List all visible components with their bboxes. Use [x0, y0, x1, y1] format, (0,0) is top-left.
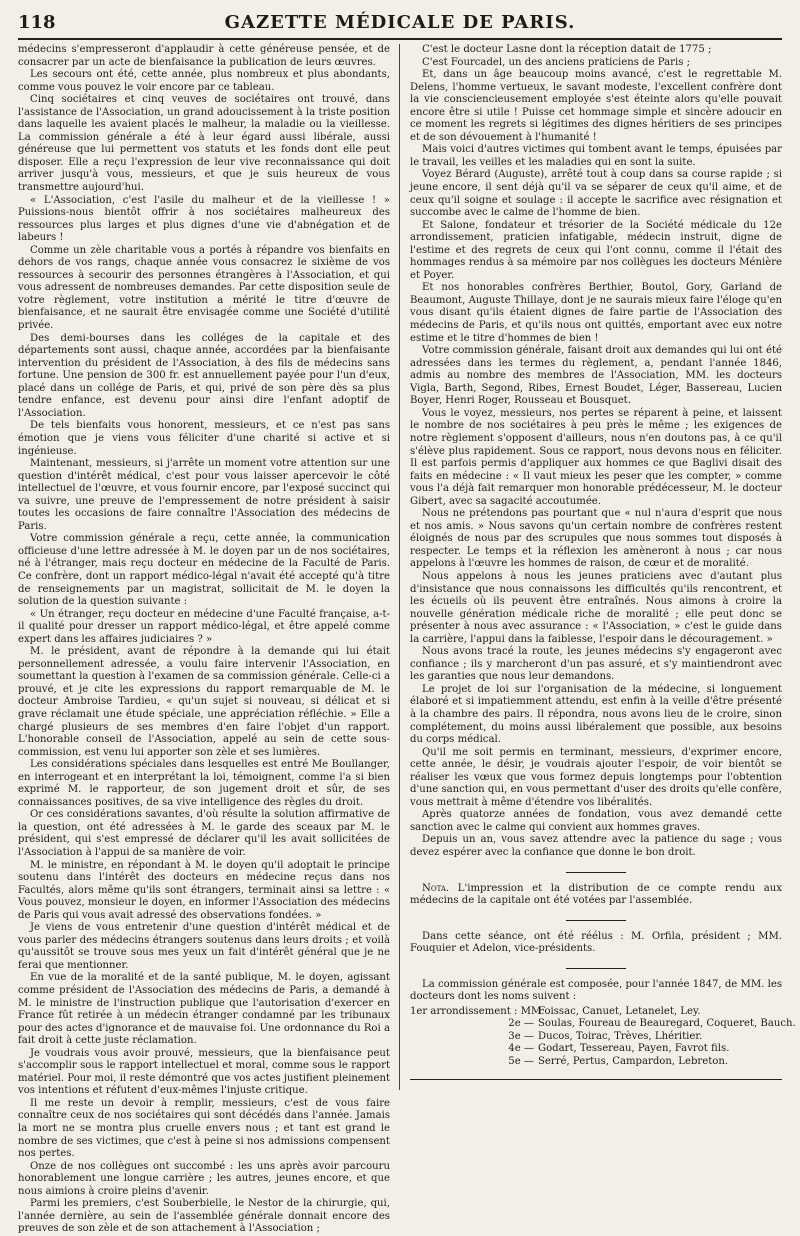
paragraph: Parmi les premiers, c'est Souberbielle, le Nestor de la chirurgie, qui, l'année dernière, au sein de l'assemblée générale donnait encore des preuves de son zèle et de son attachement à l'Association ;	[18, 1198, 390, 1235]
paragraph: Qu'il me soit permis en terminant, messieurs, d'exprimer encore, cette année, le désir, je voudrais ajouter l'espoir, de voir bientôt se réaliser les vœux que vous formez depuis longtemps pour l'obtention d'une sanction qui, en vous permettant d'user des droits qu'elle confère, vous mettrait à même d'étendre vos libéralités.	[410, 746, 782, 808]
paragraph: Voyez Bérard (Auguste), arrêté tout à coup dans sa course rapide ; si jeune encore, il sent déjà qu'il va se séparer de ceux qu'il aime, et de ceux qu'il soigne et soulage : il accepte le sacrifice avec résignation et succombe avec le calme de l'homme de bien.	[410, 169, 782, 219]
paragraph: Onze de nos collègues ont succombé : les uns après avoir parcouru honorablement une longue carrière ; les autres, jeunes encore, et que nous aimions à croire pleins d'avenir.	[18, 1160, 390, 1197]
paragraph: En vue de la moralité et de la santé publique, M. le doyen, agissant comme président de l'Association des médecins de Paris, a demandé à M. le ministre de l'instruction publique que l'autorisation d'exercer en France fût retirée à un médecin étranger condamné par les tribunaux pour des actes d'ignorance et de mauvaise foi. Une ordonnance du Roi a fait droit à cette juste réclamation.	[18, 972, 390, 1047]
header-rule	[18, 38, 782, 40]
paragraph: Les secours ont été, cette année, plus nombreux et plus abondants, comme vous pouvez le voir encore par ce tableau.	[18, 69, 390, 93]
paragraph: Mais voici d'autres victimes qui tombent avant le temps, épuisées par le travail, les veilles et les maladies qui en sont la suite.	[410, 144, 782, 168]
paragraph: Or ces considérations savantes, d'où résulte la solution affirmative de la question, ont été adressées à M. le garde des sceaux par M. le président, qui s'est empressé de déclarer qu'il les avait sollicitées de l'Association à l'appui de sa manière de voir.	[18, 809, 390, 858]
paragraph: Cinq sociétaires et cinq veuves de sociétaires ont trouvé, dans l'assistance de l'Association, un grand adoucissement à la triste position dans laquelle les avaient placés le malheur, la maladie ou la vieillesse. La commission générale a été à leur égard aussi libérale, aussi généreuse que lui permettent vos statuts et les fonds dont elle peut disposer. Elle a reçu l'expression de leur vive reconnaissance qui doit arriver jusqu'à vous, messieurs, et que je suis heureux de vous transmettre aujourd'hui.	[18, 94, 390, 194]
arrondissement-names: Ducos, Toirac, Trèves, Lhéritier.	[538, 1030, 703, 1042]
note-paragraph	[410, 883, 782, 908]
paragraph: M. le ministre, en répondant à M. le doyen qu'il adoptait le principe soutenu dans l'intérêt des docteurs en médecine reçus dans nos Facultés, alors même qu'ils sont étrangers, terminait ainsi sa lettre : « Vous pouvez, monsieur le doyen, en informer l'Association des médecins de Paris qui vous avait adressé des observations fondées. »	[18, 859, 390, 921]
paragraph: médecins s'empresseront d'applaudir à cette généreuse pensée, et de consacrer par un acte de bienfaisance la publication de leurs œuvres.	[18, 44, 390, 68]
paragraph: Après quatorze années de fondation, vous avez demandé cette sanction avec le calme qui convient aux hommes graves.	[410, 809, 782, 833]
arrondissement-number: 3e —	[508, 1030, 534, 1042]
paragraph: M. le président, avant de répondre à la demande qui lui était personnellement adressée, a voulu faire intervenir l'Association, en soumettant la question à l'examen de sa commission générale. Celle-ci a prouvé, et je cite les expressions du rapport remarquable de M. le docteur Ambroise Tardieu, « qu'un sujet si nouveau, si délicat et si grave réclamait une étude spéciale, une appréciation réfléchie. » Elle a chargé plusieurs de ses membres d'en faire l'objet d'un rapport. L'honorable conseil de l'Association, appelé au sein de cette sous-commission, est venu lui apporter son zèle et ses lumières.	[18, 646, 390, 758]
section-rule	[566, 968, 626, 969]
arrondissement-row	[410, 1043, 782, 1056]
section-rule	[566, 920, 626, 921]
arrondissement-list	[410, 1005, 796, 1069]
arrondissement-number: 1er arrondissement : MM.	[410, 1005, 545, 1017]
page-header	[18, 12, 782, 38]
paragraph: Nous avons tracé la route, les jeunes médecins s'y engageront avec confiance ; ils y marcheront d'un pas assuré, et s'y maintiendront avec les garanties que nous leur demandons.	[410, 646, 782, 683]
page-number: 118	[18, 12, 56, 33]
paragraph: Votre commission générale a reçu, cette année, la communication officieuse d'une lettre adressée à M. le doyen par un de nos sociétaires, né à l'étranger, mais reçu docteur en médecine de la Faculté de Paris. Ce confrère, dont un rapport médico-légal n'avait été accepté qu'à titre de renseignements par un magistrat, sollicitait de M. le doyen la solution de la question suivante :	[18, 533, 390, 608]
paragraph: C'est Fourcadel, un des anciens praticiens de Paris ;	[422, 56, 690, 68]
paragraph: Comme un zèle charitable vous a portés à répandre vos bienfaits en dehors de vos rangs, chaque année vous consacrez le sixième de vos ressources à secourir des personnes étrangères à l'Association, et qui vous adressent de nombreuses demandes. Par cette disposition seule de votre règlement, votre institution a mérité le titre d'œuvre de bienfaisance, et ne saurait être envisagée comme une Société d'utilité privée.	[18, 244, 390, 332]
paragraph: « L'Association, c'est l'asile du malheur et de la vieillesse ! » Puissions-nous bientôt offrir à nos sociétaires malheureux des ressources plus larges et plus dignes d'une vie d'abnégation et de labeurs !	[18, 194, 390, 244]
arrondissement-row	[410, 1031, 782, 1044]
paragraph: Je viens de vous entretenir d'une question d'intérêt médical et de vous parler des médecins étrangers soutenus dans leurs droits ; et voilà qu'aussitôt se trouve sous mes yeux un fait d'intérêt général que je ne ferai que mentionner.	[18, 922, 390, 971]
paragraph: Nous appelons à nous les jeunes praticiens avec d'autant plus d'insistance que nous connaissons les difficultés qu'ils rencontrent, et les écueils où ils peuvent être entraînés. Nous aimons à croire la nouvelle génération médicale riche de moralité ; elle peut donc se présenter à nous avec assurance : « l'Association, » c'est le guide dans la carrière, l'appui dans la faiblesse, l'espoir dans le découragement. »	[410, 570, 782, 645]
paragraph: Et Salone, fondateur et trésorier de la Société médicale du 12e arrondissement, praticien infatigable, médecin instruit, digne de l'estime et des regrets de ceux qui l'ont connu, comme il l'était des hommages rendus à sa mémoire par nos collègues les docteurs Ménière et Poyer.	[410, 219, 782, 281]
paragraph: « Un étranger, reçu docteur en médecine d'une Faculté française, a-t-il qualité pour dresser un rapport médico-légal, et être appelé comme expert dans les affaires judiciaires ? »	[18, 608, 390, 645]
arrondissement-names: Foissac, Canuet, Letanelet, Ley.	[538, 1005, 701, 1017]
article-body	[18, 44, 796, 1235]
column-divider	[399, 44, 400, 1090]
right-column-paragraphs	[410, 44, 782, 860]
paragraph: C'est le docteur Lasne dont la réception datait de 1775 ;	[422, 44, 712, 55]
paragraph: Le projet de loi sur l'organisation de la médecine, si longuement élaboré et si impatiemment attendu, est enfin à la veille d'être présenté à la chambre des pairs. Il répondra, nous avons lieu de le croire, sinon complétement, du moins aussi libéralement que possible, aux besoins du corps médical.	[410, 683, 782, 746]
left-column	[18, 44, 390, 1235]
reelection-paragraph: Dans cette séance, ont été réélus : M. Orfila, président ; MM. Fouquier et Adelon, vice-présidents.	[410, 930, 782, 955]
section-rule	[566, 872, 626, 873]
note-text: L'impression et la distribution de ce compte rendu aux médecins de la capitale ont été votées par l'assemblée.	[410, 882, 782, 907]
paragraph: Nous ne prétendons pas pourtant que « nul n'aura d'esprit que nous et nos amis. » Nous savons qu'un certain nombre de confrères restent éloignés de nous par des scrupules que nous sommes tout disposés à respecter. Le temps et la réflexion les amèneront à nous ; car nous appelons à l'œuvre les hommes de raison, de cœur et de moralité.	[410, 508, 782, 570]
arrondissement-names: Godart, Tessereau, Payen, Favrot fils.	[538, 1043, 730, 1055]
journal-title: GAZETTE MÉDICALE DE PARIS.	[224, 12, 576, 33]
right-column	[410, 44, 796, 1090]
note-label: Nota.	[422, 882, 450, 894]
paragraph: De tels bienfaits vous honorent, messieurs, et ce n'est pas sans émotion que je viens vous féliciter d'une charité si active et si ingénieuse.	[18, 420, 390, 457]
arrondissement-row	[410, 1006, 782, 1019]
closing-rule	[410, 1079, 782, 1080]
paragraph: Votre commission générale, faisant droit aux demandes qui lui ont été adressées dans les termes du règlement, a, pendant l'année 1846, admis au nombre des membres de l'Association, MM. les docteurs Vigla, Barth, Segond, Ribes, Ernest Boudet, Léger, Bassereau, Lucien Boyer, Henri Roger, Rousseau et Bousquet.	[410, 345, 782, 407]
arrondissement-row	[410, 1018, 796, 1031]
paragraph: Des demi-bourses dans les colléges de la capitale et des départements sont aussi, chaque année, accordées par la bienfaisante intervention du président de l'Association, à des fils de médecins sans fortune. Une pension de 300 fr. est annuellement payée pour l'un d'eux, placé dans un collége de Paris, et qui, privé de son père dès sa plus tendre enfance, est devenu pour ainsi dire l'enfant adoptif de l'Association.	[18, 332, 390, 419]
arrondissement-names: Soulas, Foureau de Beauregard, Coqueret, Bauch.	[538, 1018, 796, 1030]
paragraph: Et nos honorables confrères Berthier, Boutol, Gory, Garland de Beaumont, Auguste Thillaye, dont je ne saurais mieux faire l'éloge qu'en vous disant qu'ils étaient dignes de faire partie de l'Association des médecins de Paris, et qu'ils nous ont quittés, emportant avec eux notre estime et le titre d'hommes de bien !	[410, 282, 782, 344]
arrondissement-row	[410, 1056, 782, 1069]
paragraph: Les considérations spéciales dans lesquelles est entré Me Boullanger, en interrogeant et en interprétant la loi, témoignent, comme l'a si bien exprimé M. le rapporteur, de son jugement droit et sûr, de ses connaissances positives, de sa vive intelligence des règles du droit.	[18, 759, 390, 808]
paragraph: Et, dans un âge beaucoup moins avancé, c'est le regrettable M. Delens, l'homme vertueux, le savant modeste, l'excellent confrère dont la vie consciencieusement employée s'est éteinte alors qu'elle pouvait encore être si utile ! Puisse cet hommage simple et sincère adoucir en ce moment les regrets si légitimes des dignes héritiers de ses principes et de son dévouement à l'humanité !	[410, 69, 782, 143]
paragraph: Maintenant, messieurs, si j'arrête un moment votre attention sur une question d'intérêt médical, c'est pour vous laisser apercevoir le côté intellectuel de l'œuvre, et vous fournir encore, par l'exposé succinct qui va suivre, une preuve de l'empressement de notre président à saisir toutes les occasions de faire connaître l'Association des médecins de Paris.	[18, 458, 390, 532]
commission-intro: La commission générale est composée, pour l'année 1847, de MM. les docteurs dont les noms suivent :	[410, 978, 782, 1003]
arrondissement-number: 4e —	[508, 1043, 534, 1055]
paragraph: Il me reste un devoir à remplir, messieurs, c'est de vous faire connaître ceux de nos sociétaires qui sont décédés dans l'année. Jamais la mort ne se montra plus cruelle envers nous ; et tant est grand le nombre de ses victimes, que c'est à peine si nos admissions compensent nos pertes.	[18, 1097, 390, 1160]
arrondissement-number: 5e —	[508, 1056, 534, 1068]
paragraph: Depuis un an, vous savez attendre avec la patience du sage ; vous devez espérer avec la confiance que donne le bon droit.	[410, 834, 782, 858]
paragraph: Je voudrais vous avoir prouvé, messieurs, que la bienfaisance peut s'accomplir sous le rapport intellectuel et moral, comme sous le rapport matériel. Pour moi, il reste démontré que vos actes justifient pleinement vos intentions et réfutent d'eux-mêmes l'injuste critique.	[18, 1047, 390, 1097]
paragraph: Vous le voyez, messieurs, nos pertes se réparent à peine, et laissent le nombre de nos sociétaires à peu près le même ; les exigences de notre règlement s'opposent d'ailleurs, nous n'en doutons pas, à ce qu'il s'élève plus rapidement. Sous ce rapport, nous devons nous en féliciter. Il est parfois permis d'appliquer aux hommes ce que Baglivi disait des faits en médecine : « Il vaut mieux les peser que les compter, » comme vous l'a déjà fait remarquer mon honorable prédécesseur, M. le docteur Gibert, avec sa sagacité accoutumée.	[410, 407, 782, 507]
arrondissement-names: Serré, Pertus, Campardon, Lebreton.	[538, 1056, 729, 1068]
arrondissement-number: 2e —	[508, 1018, 534, 1030]
